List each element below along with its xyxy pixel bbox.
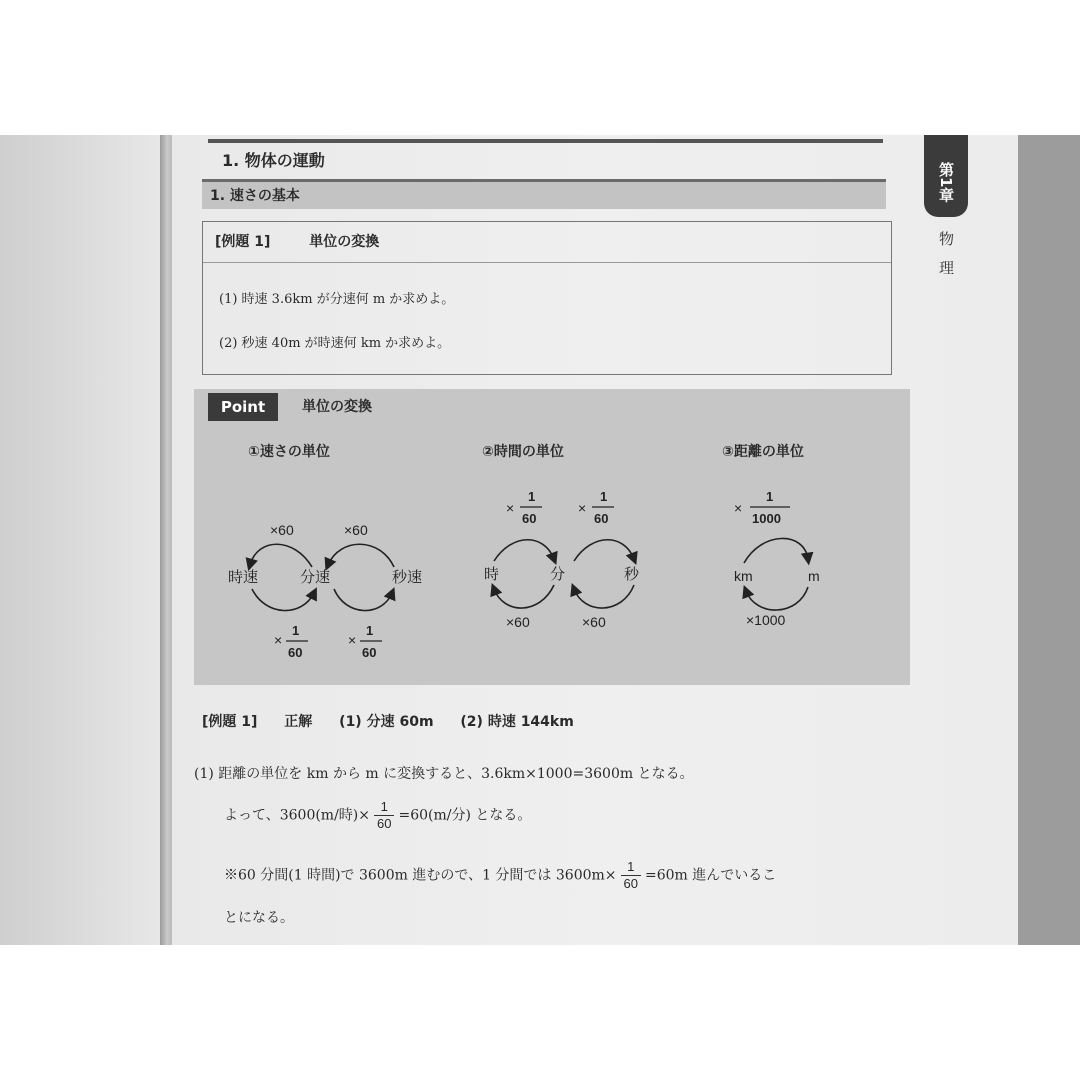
time-mul-1: ×60	[506, 614, 530, 630]
speed-frac-times-2: ×	[348, 632, 357, 648]
time-frac-den-1: 60	[522, 511, 537, 526]
distance-mul: ×1000	[746, 612, 786, 628]
time-frac-times-2: ×	[578, 500, 587, 516]
arrow-sec-to-min-time	[574, 585, 634, 608]
speed-unit-2: 分速	[300, 569, 331, 586]
speed-mul-1: ×60	[270, 522, 294, 538]
arrow-m-to-km	[746, 587, 808, 610]
chapter-tab: 第1章	[924, 135, 968, 217]
arrow-sec-to-min	[328, 544, 394, 567]
explanation-line-3-post: =60m 進んでいるこ	[644, 867, 777, 884]
explanation-frac-num-1: 1	[374, 799, 394, 816]
arrow-min-to-hour-time	[494, 585, 554, 608]
answer-1: (1) 分速 60m	[339, 714, 434, 730]
answer-label: 正解	[284, 714, 313, 730]
example-question-1: (1) 時速 3.6km が分速何 m か求めよ。	[219, 292, 455, 307]
section-title: 1. 速さの基本	[202, 179, 886, 209]
explanation-fraction-2	[621, 859, 641, 892]
explanation-frac-den-2: 60	[623, 876, 638, 891]
answer-2: (2) 時速 144km	[460, 714, 574, 730]
speed-frac-times-1: ×	[274, 632, 283, 648]
arrow-hour-to-min	[252, 589, 314, 611]
unit-conversion-diagram	[194, 389, 910, 685]
arrow-km-to-m	[744, 538, 808, 563]
example-box	[202, 221, 892, 375]
left-page	[0, 135, 166, 945]
time-unit-1: 時	[484, 566, 500, 583]
arrow-min-to-hour	[250, 544, 312, 567]
time-frac-num-2: 1	[600, 489, 608, 504]
explanation-frac-num-2: 1	[621, 859, 641, 876]
speed-frac-den-2: 60	[362, 645, 377, 660]
explanation-line-1: (1) 距離の単位を km から m に変換すると、3.6km×1000=3600m となる。	[194, 766, 694, 782]
example-question-2: (2) 秒速 40m が時速何 km か求めよ。	[219, 336, 451, 351]
time-frac-den-2: 60	[594, 511, 609, 526]
explanation-line-3-pre: ※60 分間(1 時間)で 3600m 進むので、1 分間では 3600m×	[224, 867, 617, 884]
point-label: Point	[208, 393, 278, 421]
speed-frac-num-2: 1	[366, 623, 374, 638]
point-box	[194, 389, 910, 685]
distance-frac-den: 1000	[752, 511, 781, 526]
speed-unit-heading: ①速さの単位	[248, 444, 330, 460]
time-unit-2: 分	[550, 566, 566, 583]
time-frac-num-1: 1	[528, 489, 536, 504]
speed-unit-3: 秒速	[392, 569, 423, 586]
distance-frac-num: 1	[766, 489, 774, 504]
example-header	[203, 222, 891, 263]
arrow-hour-to-min-time	[494, 540, 554, 561]
distance-unit-2: m	[808, 568, 820, 584]
example-tag: [例題 1]	[215, 234, 271, 250]
time-frac-times-1: ×	[506, 500, 515, 516]
explanation-line-3	[224, 859, 776, 892]
explanation-line-4: とになる。	[224, 910, 294, 926]
distance-unit-heading: ③距離の単位	[722, 444, 804, 460]
time-unit-3: 秒	[624, 566, 640, 583]
explanation-line-2-pre: よって、3600(m/時)×	[224, 807, 370, 824]
explanation-line-2-post: =60(m/分) となる。	[398, 807, 532, 824]
time-mul-2: ×60	[582, 614, 606, 630]
answer-tag: [例題 1]	[202, 714, 258, 730]
explanation-line-2	[224, 799, 531, 832]
book-photo	[0, 135, 1080, 945]
speed-frac-num-1: 1	[292, 623, 300, 638]
distance-frac-times: ×	[734, 500, 743, 516]
chapter-title: 1. 物体の運動	[208, 139, 883, 173]
speed-unit-1: 時速	[228, 569, 259, 586]
speed-frac-den-1: 60	[288, 645, 303, 660]
explanation-frac-den-1: 60	[377, 816, 392, 831]
distance-unit-1: km	[734, 568, 753, 584]
speed-mul-2: ×60	[344, 522, 368, 538]
answer-line	[202, 711, 596, 731]
arrow-min-to-sec	[334, 589, 392, 611]
subject-label: 物理	[937, 231, 955, 289]
arrow-min-to-sec-time	[574, 540, 634, 561]
explanation-fraction-1	[374, 799, 394, 832]
right-page	[172, 135, 1018, 945]
example-title: 単位の変換	[309, 234, 380, 250]
point-title: 単位の変換	[302, 399, 372, 415]
time-unit-heading: ②時間の単位	[482, 444, 564, 460]
